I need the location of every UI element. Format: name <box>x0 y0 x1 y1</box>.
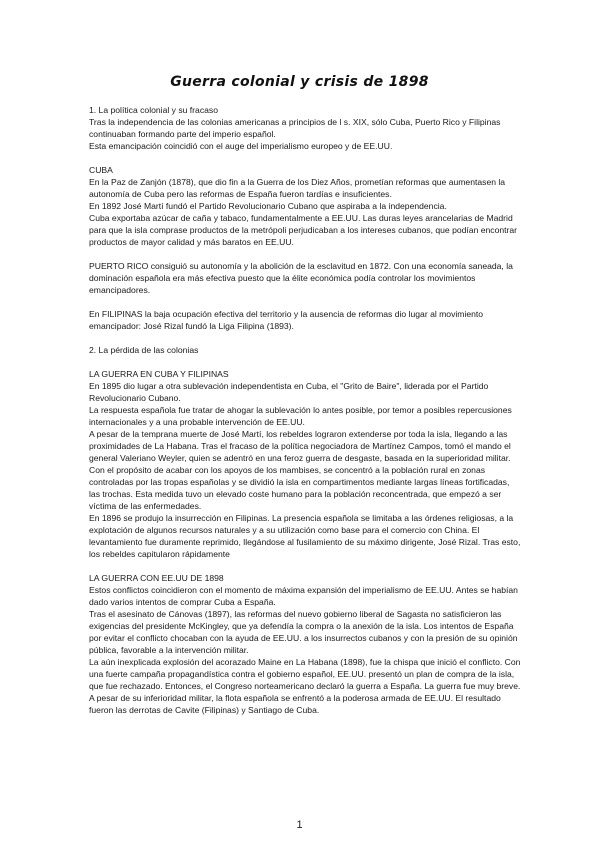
paragraph: Cuba exportaba azúcar de caña y tabaco, fundamentalmente a EE.UU. Las duras leyes arancelarias de Madrid para que la isla comprase productos de la metrópoli perjudicaban a los intereses cubanos, que podían encontrar productos de mayor calidad y más baratos en EE.UU. <box>89 213 518 247</box>
subsection-heading-guerra-eeuu: LA GUERRA CON EE.UU DE 1898 <box>89 573 224 583</box>
paragraph: En 1892 José Martí fundó el Partido Revolucionario Cubano que aspiraba a la independencia. <box>89 201 447 211</box>
subsection-heading-cuba: CUBA <box>89 165 113 175</box>
subsection-heading-guerra-cuba-filipinas: LA GUERRA EN CUBA Y FILIPINAS <box>89 369 229 379</box>
paragraph: En la Paz de Zanjón (1878), que dio fin a la Guerra de los Diez Años, prometían reformas que aumentasen la autonomía de Cuba pero las reformas de España fueron tardías e insuficientes. <box>89 177 506 199</box>
section-heading-perdida-colonias: 2. La pérdida de las colonias <box>89 345 199 355</box>
section-heading-politica-colonial: 1. La política colonial y su fracaso <box>89 105 218 115</box>
paragraph: Tras el asesinato de Cánovas (1897), las reformas del nuevo gobierno liberal de Sagasta no satisficieron las exigencias del presidente McKingley, que ya defendía la compra o la anexión de la isla. Los intentos de España por evitar el conflicto chocaban con la ayuda de EE.UU. a los insurrectos cubanos y con la presión de su opinión pública, favorable a la intervención militar. <box>89 609 518 655</box>
paragraph: Esta emancipación coincidió con el auge del imperialismo europeo y de EE.UU. <box>89 141 393 151</box>
paragraph: En 1895 dio lugar a otra sublevación independentista en Cuba, el "Grito de Baire", liderada por el Partido Revolucionario Cubano. <box>89 381 489 403</box>
document-body <box>89 104 521 716</box>
paragraph: En 1896 se produjo la insurrección en Filipinas. La presencia española se limitaba a las órdenes religiosas, a la explotación de algunos recursos naturales y a su utilización como base para el comercio con China. El levantamiento fue duramente reprimido, llegándose al fusilamiento de su máximo dirigente, José Rizal. Tras esto, los rebeldes capitularon rápidamente <box>89 513 521 559</box>
page-title: Guerra colonial y crisis de 1898 <box>170 74 429 90</box>
paragraph-filipinas: En FILIPINAS la baja ocupación efectiva del territorio y la ausencia de reformas dio lugar al movimiento emancipador: José Rizal fundó la Liga Filipina (1893). <box>89 309 484 331</box>
paragraph: A pesar de la temprana muerte de José Martí, los rebeldes lograron extenderse por toda la isla, llegando a las proximidades de La Habana. Tras el fracaso de la política negociadora de Martínez Campos, tomó el mando el general Valeriano Weyler, quien se adentró en una feroz guerra de desgaste, basada en la superioridad militar. <box>89 429 511 463</box>
paragraph-puerto-rico: PUERTO RICO consiguió su autonomía y la abolición de la esclavitud en 1872. Con una economía saneada, la dominación española era más efectiva puesto que la élite económica podía controlar los movimientos emancipadores. <box>89 261 513 295</box>
paragraph: Estos conflictos coincidieron con el momento de máxima expansión del imperialismo de EE.UU. Antes se habían dado varios intentos de comprar Cuba a España. <box>89 585 518 607</box>
page-number: 1 <box>296 819 303 831</box>
paragraph: La respuesta española fue tratar de ahogar la sublevación lo antes posible, por temor a posibles repercusiones internacionales y a una probable intervención de EE.UU. <box>89 405 512 427</box>
paragraph: Con el propósito de acabar con los apoyos de los mambises, se concentró a la población rural en zonas controladas por las tropas españolas y se dividió la isla en compartimentos mediante largas líneas fortificadas, las trochas. Esta medida tuvo un elevado coste humano para la población reconcentrada, que empezó a ser víctima de las enfermedades. <box>89 465 510 511</box>
paragraph: Tras la independencia de las colonias americanas a principios de l s. XIX, sólo Cuba, Puerto Rico y Filipinas continuaban formando parte del imperio español. <box>89 117 501 139</box>
paragraph: La aún inexplicada explosión del acorazado Maine en La Habana (1898), fue la chispa que inició el conflicto. Con una fuerte campaña propagandística contra el gobierno español, EE.UU. presentó un plan de compra de la isla, que fue rechazado. Entonces, el Congreso norteamericano declaró la guerra a España. La guerra fue muy breve. A pesar de su inferioridad militar, la flota española se enfrentó a la poderosa armada de EE.UU. El resultado fueron las derrotas de Cavite (Filipinas) y Santiago de Cuba. <box>89 657 521 715</box>
